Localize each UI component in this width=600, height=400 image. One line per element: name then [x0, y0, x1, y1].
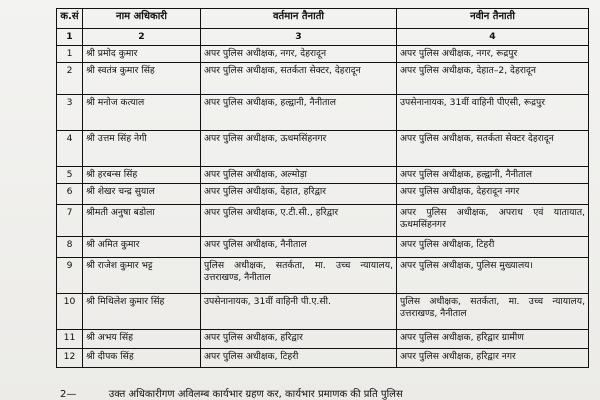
- current-posting-cell: अपर पुलिस अधीक्षक, हल्द्वानी, नैनीताल: [201, 95, 397, 131]
- table-row: [57, 258, 589, 294]
- current-posting-cell: अपर पुलिस अधीक्षक, ऊधमसिंहनगर: [201, 131, 397, 167]
- column-number-row: [57, 29, 589, 46]
- serial-cell: 1: [57, 46, 83, 63]
- officer-name-cell: श्री अमित कुमार: [83, 237, 201, 258]
- serial-cell: 9: [57, 258, 83, 294]
- current-posting-cell: अपर पुलिस अधीक्षक, अल्मोड़ा: [201, 167, 397, 184]
- officer-name-cell: श्री उत्तम सिंह नेगी: [83, 131, 201, 167]
- officer-name-cell: श्री मनोज कत्याल: [83, 95, 201, 131]
- new-posting-cell: अपर पुलिस अधीक्षक, देहात–2, देहरादून: [397, 63, 589, 95]
- officer-name-cell: श्री प्रमोद कुमार: [83, 46, 201, 63]
- new-posting-cell: अपर पुलिस अधीक्षक, अपराध एवं यातायात, ऊधमसिंहनगर: [397, 205, 589, 237]
- table-row: [57, 349, 589, 368]
- new-posting-cell: अपर पुलिस अधीक्षक, देहरादून नगर: [397, 184, 589, 205]
- table-row: [57, 95, 589, 131]
- new-posting-cell: अपर पुलिस अधीक्षक, हरिद्वार ग्रामीण: [397, 330, 589, 349]
- serial-cell: 5: [57, 167, 83, 184]
- column-number: 2: [83, 29, 201, 46]
- new-posting-cell: उपसेनानायक, 31वीं वाहिनी पीएसी, रूद्रपुर: [397, 95, 589, 131]
- current-posting-cell: अपर पुलिस अधीक्षक, नगर, देहरादून: [201, 46, 397, 63]
- footer-paragraph: [60, 386, 600, 400]
- table-row: [57, 237, 589, 258]
- officer-name-cell: श्री हरबन्स सिंह: [83, 167, 201, 184]
- serial-cell: 4: [57, 131, 83, 167]
- table-row: [57, 63, 589, 95]
- paragraph-text: उक्त अधिकारीगण अविलम्ब कार्यभार ग्रहण कर, कार्यभार प्रमाणक की प्रति पुलिस: [108, 389, 403, 400]
- serial-cell: 11: [57, 330, 83, 349]
- officer-name-cell: श्री स्वतंत्र कुमार सिंह: [83, 63, 201, 95]
- table-row: [57, 46, 589, 63]
- serial-cell: 2: [57, 63, 83, 95]
- table-row: [57, 294, 589, 330]
- new-posting-cell: अपर पुलिस अधीक्षक, हल्द्वानी, नैनीताल: [397, 167, 589, 184]
- header-officer-name: नाम अधिकारी: [83, 9, 201, 29]
- serial-cell: 3: [57, 95, 83, 131]
- officer-name-cell: श्री शेखर चन्द्र सुयाल: [83, 184, 201, 205]
- table-row: [57, 205, 589, 237]
- current-posting-cell: अपर पुलिस अधीक्षक, देहात, हरिद्वार: [201, 184, 397, 205]
- officer-name-cell: श्री अभय सिंह: [83, 330, 201, 349]
- paragraph-number: 2—: [60, 389, 77, 400]
- header-serial: क.सं: [57, 9, 83, 29]
- current-posting-cell: अपर पुलिस अधीक्षक, हरिद्वार: [201, 330, 397, 349]
- current-posting-cell: अपर पुलिस अधीक्षक, नैनीताल: [201, 237, 397, 258]
- officer-name-cell: श्रीमती अनुषा बडोला: [83, 205, 201, 237]
- officer-name-cell: श्री मिथिलेश कुमार सिंह: [83, 294, 201, 330]
- new-posting-cell: पुलिस अधीक्षक, सतर्कता, मा. उच्च न्यायालय, उत्तराखण्ड, नैनीताल: [397, 294, 589, 330]
- current-posting-cell: उपसेनानायक, 31वीं वाहिनी पी.ए.सी.: [201, 294, 397, 330]
- serial-cell: 10: [57, 294, 83, 330]
- table-row: [57, 330, 589, 349]
- column-number: 1: [57, 29, 83, 46]
- officer-name-cell: श्री राजेश कुमार भट्ट: [83, 258, 201, 294]
- current-posting-cell: अपर पुलिस अधीक्षक, ए.टी.सी., हरिद्वार: [201, 205, 397, 237]
- new-posting-cell: अपर पुलिस अधीक्षक, टिहरी: [397, 237, 589, 258]
- column-number: 4: [397, 29, 589, 46]
- new-posting-cell: अपर पुलिस अधीक्षक, पुलिस मुख्यालय।: [397, 258, 589, 294]
- new-posting-cell: अपर पुलिस अधीक्षक, सतर्कता सेक्टर देहरादून: [397, 131, 589, 167]
- serial-cell: 12: [57, 349, 83, 368]
- table-row: [57, 184, 589, 205]
- header-new-posting: नवीन तैनाती: [397, 9, 589, 29]
- current-posting-cell: अपर पुलिस अधीक्षक, टिहरी: [201, 349, 397, 368]
- current-posting-cell: अपर पुलिस अधीक्षक, सतर्कता सेक्टर, देहरादून: [201, 63, 397, 95]
- table-row: [57, 131, 589, 167]
- table-header-row: [57, 9, 589, 29]
- officer-name-cell: श्री दीपक सिंह: [83, 349, 201, 368]
- serial-cell: 8: [57, 237, 83, 258]
- transfer-table: [56, 8, 589, 368]
- header-current-posting: वर्तमान तैनाती: [201, 9, 397, 29]
- table-row: [57, 167, 589, 184]
- column-number: 3: [201, 29, 397, 46]
- current-posting-cell: पुलिस अधीक्षक, सतर्कता, मा. उच्च न्यायालय, उत्तराखण्ड, नैनीताल: [201, 258, 397, 294]
- serial-cell: 7: [57, 205, 83, 237]
- new-posting-cell: अपर पुलिस अधीक्षक, नगर, रूद्रपुर: [397, 46, 589, 63]
- serial-cell: 6: [57, 184, 83, 205]
- new-posting-cell: अपर पुलिस अधीक्षक, हरिद्वार नगर: [397, 349, 589, 368]
